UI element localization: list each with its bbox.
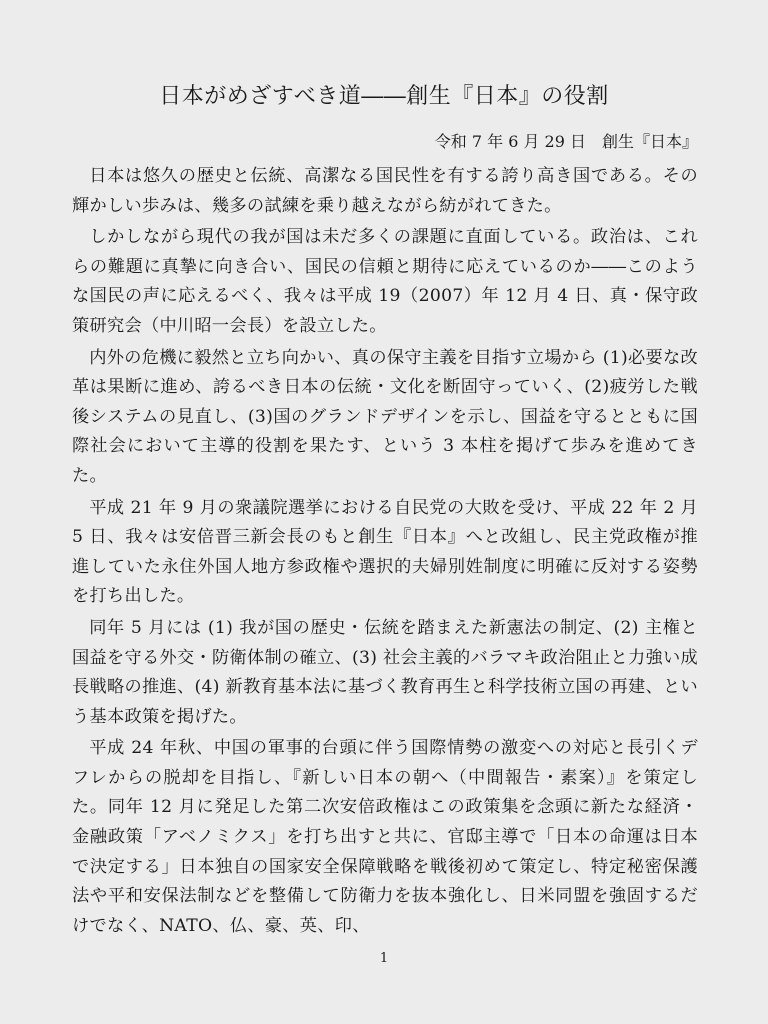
page-number: 1 [379,951,389,966]
paragraph: 日本は悠久の歴史と伝統、高潔なる国民性を有する誇り高き国である。その輝かしい歩みは、幾多の試練を乗り越えながら紡がれてきた。 [72,166,698,216]
paragraph: 平成 24 年秋、中国の軍事的台頭に伴う国際情勢の激変への対応と長引くデフレからの脱却を目指し、『新しい日本の朝へ（中間報告・素案）』を策定した。同年 12 月に発足した第二次安倍政権はこの政策集を念頭に新たな経済・金融政策「アベノミクス」を打ち出すと共に、官邸主導で「日本の命運は日本で決定する」日本独自の国家安全保障戦略を戦後初めて策定し、特定秘密保護法や平和安保法制などを整備して防衛力を抜本強化し、日米同盟を強固するだけでなく、NATO、仏、豪、英、印、 [72,738,698,936]
paragraph: 平成 21 年 9 月の衆議院選挙における自民党の大敗を受け、平成 22 年 2 月 5 日、我々は安倍晋三新会長のもと創生『日本』へと改組し、民主党政権が推進していた永住外国人地方参政権や選択的夫婦別姓制度に明確に反対する姿勢を打ち出した。 [72,497,698,607]
dateline: 令和 7 年 6 月 29 日 創生『日本』 [434,132,698,151]
paragraph: しかしながら現代の我が国は未だ多くの課題に直面している。政治は、これらの難題に真摯に向き合い、国民の信頼と期待に応えているのか――このような国民の声に応えるべく、我々は平成 19（2007）年 12 月 4 日、真・保守政策研究会（中川昭一会長）を設立した。 [72,227,698,336]
paragraph: 同年 5 月には (1) 我が国の歴史・伝統を踏まえた新憲法の制定、(2) 主権と国益を守る外交・防衛体制の確立、(3) 社会主義的バラマキ政治阻止と力強い成長戦略の推進、(4) 新教育基本法に基づく教育再生と科学技術立国の再建、という基本政策を掲げた。 [72,617,698,727]
paragraph: 内外の危機に毅然と立ち向かい、真の保守主義を目指す立場から (1)必要な改革は果断に進め、誇るべき日本の伝統・文化を断固守っていく、(2)疲労した戦後システムの見直し、(3)国のグランドデザインを示し、国益を守るとともに国際社会において主導的役割を果たす、という 3 本柱を掲げて歩みを進めてきた。 [72,347,698,486]
document-title: 日本がめざすべき道――創生『日本』の役割 [159,84,609,109]
body-text [72,162,698,943]
